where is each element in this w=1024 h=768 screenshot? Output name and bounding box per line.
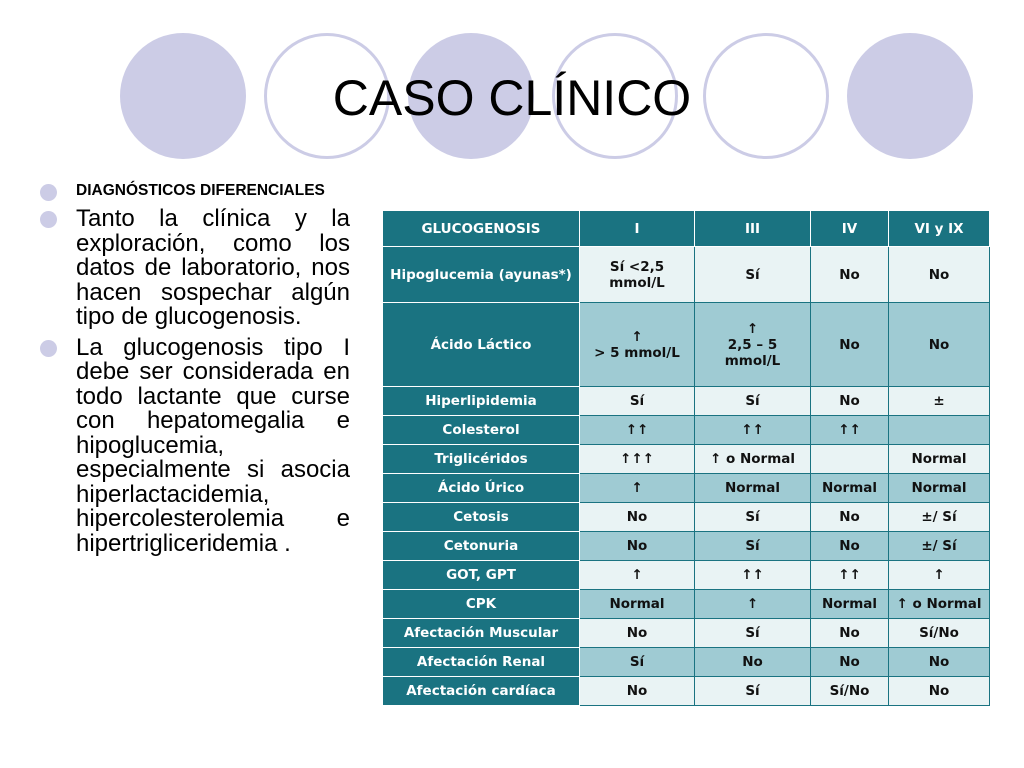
bullet-list	[40, 183, 350, 562]
table-cell: No	[811, 618, 889, 647]
row-label: Ácido Úrico	[383, 473, 580, 502]
table-cell: No	[889, 303, 990, 387]
table-row	[383, 502, 990, 531]
bullet-item	[40, 333, 350, 557]
table-row	[383, 247, 990, 303]
table-row	[383, 618, 990, 647]
table-cell: Sí	[695, 502, 811, 531]
table-cell: No	[889, 676, 990, 705]
table-cell: No	[580, 676, 695, 705]
table-cell: Sí	[580, 647, 695, 676]
glycogenosis-table-container	[382, 210, 989, 706]
table-cell: Normal	[695, 473, 811, 502]
row-label: CPK	[383, 589, 580, 618]
table-cell: No	[580, 618, 695, 647]
table-cell: No	[811, 531, 889, 560]
table-cell: ↑ o Normal	[695, 444, 811, 473]
table-cell: ↑	[889, 560, 990, 589]
table-cell: Sí <2,5 mmol/L	[580, 247, 695, 303]
table-cell	[889, 415, 990, 444]
row-label: Hipoglucemia (ayunas*)	[383, 247, 580, 303]
table-cell: No	[695, 647, 811, 676]
table-row	[383, 647, 990, 676]
table-cell: ±/ Sí	[889, 531, 990, 560]
table-cell: ↑ 2,5 – 5 mmol/L	[695, 303, 811, 387]
header-cell: VI y IX	[889, 211, 990, 247]
table-cell: No	[811, 386, 889, 415]
bullet-dot-icon	[40, 211, 57, 228]
header-cell: IV	[811, 211, 889, 247]
table-cell: No	[811, 502, 889, 531]
table-row	[383, 415, 990, 444]
row-label: Hiperlipidemia	[383, 386, 580, 415]
header-cell: III	[695, 211, 811, 247]
glycogenosis-table	[382, 210, 990, 706]
table-cell: Sí	[695, 676, 811, 705]
bullet-dot-icon	[40, 340, 57, 357]
table-row	[383, 531, 990, 560]
table-row	[383, 444, 990, 473]
table-cell: Sí	[580, 386, 695, 415]
table-cell: No	[889, 647, 990, 676]
table-cell: Sí/No	[811, 676, 889, 705]
bullet-text: La glucogenosis tipo I debe ser considerada en todo lactante que curse con hepatomegalia e hipoglucemia, especialmente si asocia hiperlactacidemia, hipercolesterolemia e hipertrigliceridemia .	[76, 333, 350, 557]
table-cell: ±/ Sí	[889, 502, 990, 531]
table-cell: Sí	[695, 531, 811, 560]
table-cell: ↑↑↑	[580, 444, 695, 473]
table-cell: Sí	[695, 618, 811, 647]
row-label: Ácido Láctico	[383, 303, 580, 387]
table-cell: Normal	[811, 589, 889, 618]
row-label: Triglicéridos	[383, 444, 580, 473]
row-label: Afectación Renal	[383, 647, 580, 676]
table-cell: Normal	[889, 444, 990, 473]
table-cell: ↑ > 5 mmol/L	[580, 303, 695, 387]
table-cell: ↑ o Normal	[889, 589, 990, 618]
row-label: Afectación cardíaca	[383, 676, 580, 705]
table-cell: No	[811, 247, 889, 303]
table-cell: ±	[889, 386, 990, 415]
table-cell: ↑↑	[811, 560, 889, 589]
table-row	[383, 560, 990, 589]
table-cell	[811, 444, 889, 473]
table-cell: No	[889, 247, 990, 303]
table-cell: No	[811, 303, 889, 387]
table-row	[383, 589, 990, 618]
table-cell: ↑↑	[580, 415, 695, 444]
row-label: Cetonuria	[383, 531, 580, 560]
table-cell: Normal	[580, 589, 695, 618]
table-cell: ↑↑	[695, 415, 811, 444]
table-cell: ↑↑	[695, 560, 811, 589]
table-cell: Sí	[695, 386, 811, 415]
header-cell: GLUCOGENOSIS	[383, 211, 580, 247]
row-label: GOT, GPT	[383, 560, 580, 589]
bullet-item	[40, 183, 350, 199]
table-cell: Normal	[811, 473, 889, 502]
bullet-dot-icon	[40, 184, 57, 201]
row-label: Afectación Muscular	[383, 618, 580, 647]
table-row	[383, 473, 990, 502]
table-cell: No	[811, 647, 889, 676]
table-header-row	[383, 211, 990, 247]
header-cell: I	[580, 211, 695, 247]
table-cell: No	[580, 502, 695, 531]
table-cell: ↑	[580, 473, 695, 502]
bullet-text: DIAGNÓSTICOS DIFERENCIALES	[76, 182, 325, 199]
table-cell: ↑	[695, 589, 811, 618]
table-cell: No	[580, 531, 695, 560]
slide-title: CASO CLÍNICO	[332, 70, 692, 126]
row-label: Cetosis	[383, 502, 580, 531]
table-cell: Normal	[889, 473, 990, 502]
bullet-item	[40, 207, 350, 330]
table-row	[383, 386, 990, 415]
table-cell: ↑	[580, 560, 695, 589]
table-cell: Sí/No	[889, 618, 990, 647]
table-cell: ↑↑	[811, 415, 889, 444]
table-row	[383, 303, 990, 387]
table-cell: Sí	[695, 247, 811, 303]
row-label: Colesterol	[383, 415, 580, 444]
bullet-text: Tanto la clínica y la exploración, como los datos de laboratorio, nos hacen sospechar algún tipo de glucogenosis.	[76, 205, 350, 330]
table-row	[383, 676, 990, 705]
